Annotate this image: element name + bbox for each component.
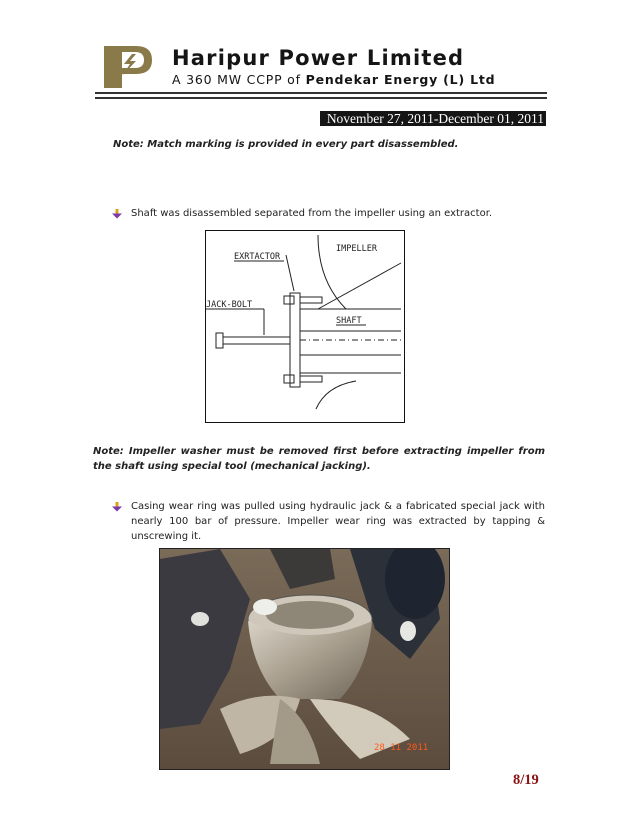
label-extractor: EXRTACTOR: [234, 252, 281, 262]
arrow-down-bullet-icon: [112, 502, 122, 512]
photo-timestamp: 28 11 2011: [374, 743, 429, 753]
bullet-casing-wear-ring: Casing wear ring was pulled using hydraulic jack & a fabricated special jack with nearly 100 bar of pressure. Impeller wear ring was extracted by tapping & unscrewing it.: [131, 501, 545, 542]
extractor-diagram: [205, 230, 405, 423]
impeller-photo-image: [160, 549, 449, 769]
note-impeller-washer: Note: Impeller washer must be removed first before extracting impeller from the shaft using special tool (mechanical jacking).: [93, 446, 545, 472]
label-shaft: SHAFT: [336, 316, 362, 326]
hpl-logo-icon: [102, 44, 154, 90]
page-number: 8/19: [513, 772, 539, 788]
company-tagline: A 360 MW CCPP of Pendekar Energy (L) Ltd: [172, 72, 496, 87]
date-range-banner: November 27, 2011-December 01, 2011: [320, 111, 546, 126]
bullet-shaft-disassembled: Shaft was disassembled separated from the impeller using an extractor.: [131, 208, 493, 219]
note-match-marking: Note: Match marking is provided in every part disassembled.: [113, 139, 459, 150]
arrow-down-bullet-icon: [112, 209, 122, 219]
company-name: Haripur Power Limited: [172, 46, 465, 70]
header-rule-bottom: [95, 97, 547, 99]
header-rule-top: [95, 92, 547, 94]
extractor-diagram-drawing: [206, 231, 403, 421]
label-jack-bolt: JACK-BOLT: [206, 300, 253, 310]
label-impeller: IMPELLER: [336, 244, 377, 254]
impeller-photo: [159, 548, 450, 770]
